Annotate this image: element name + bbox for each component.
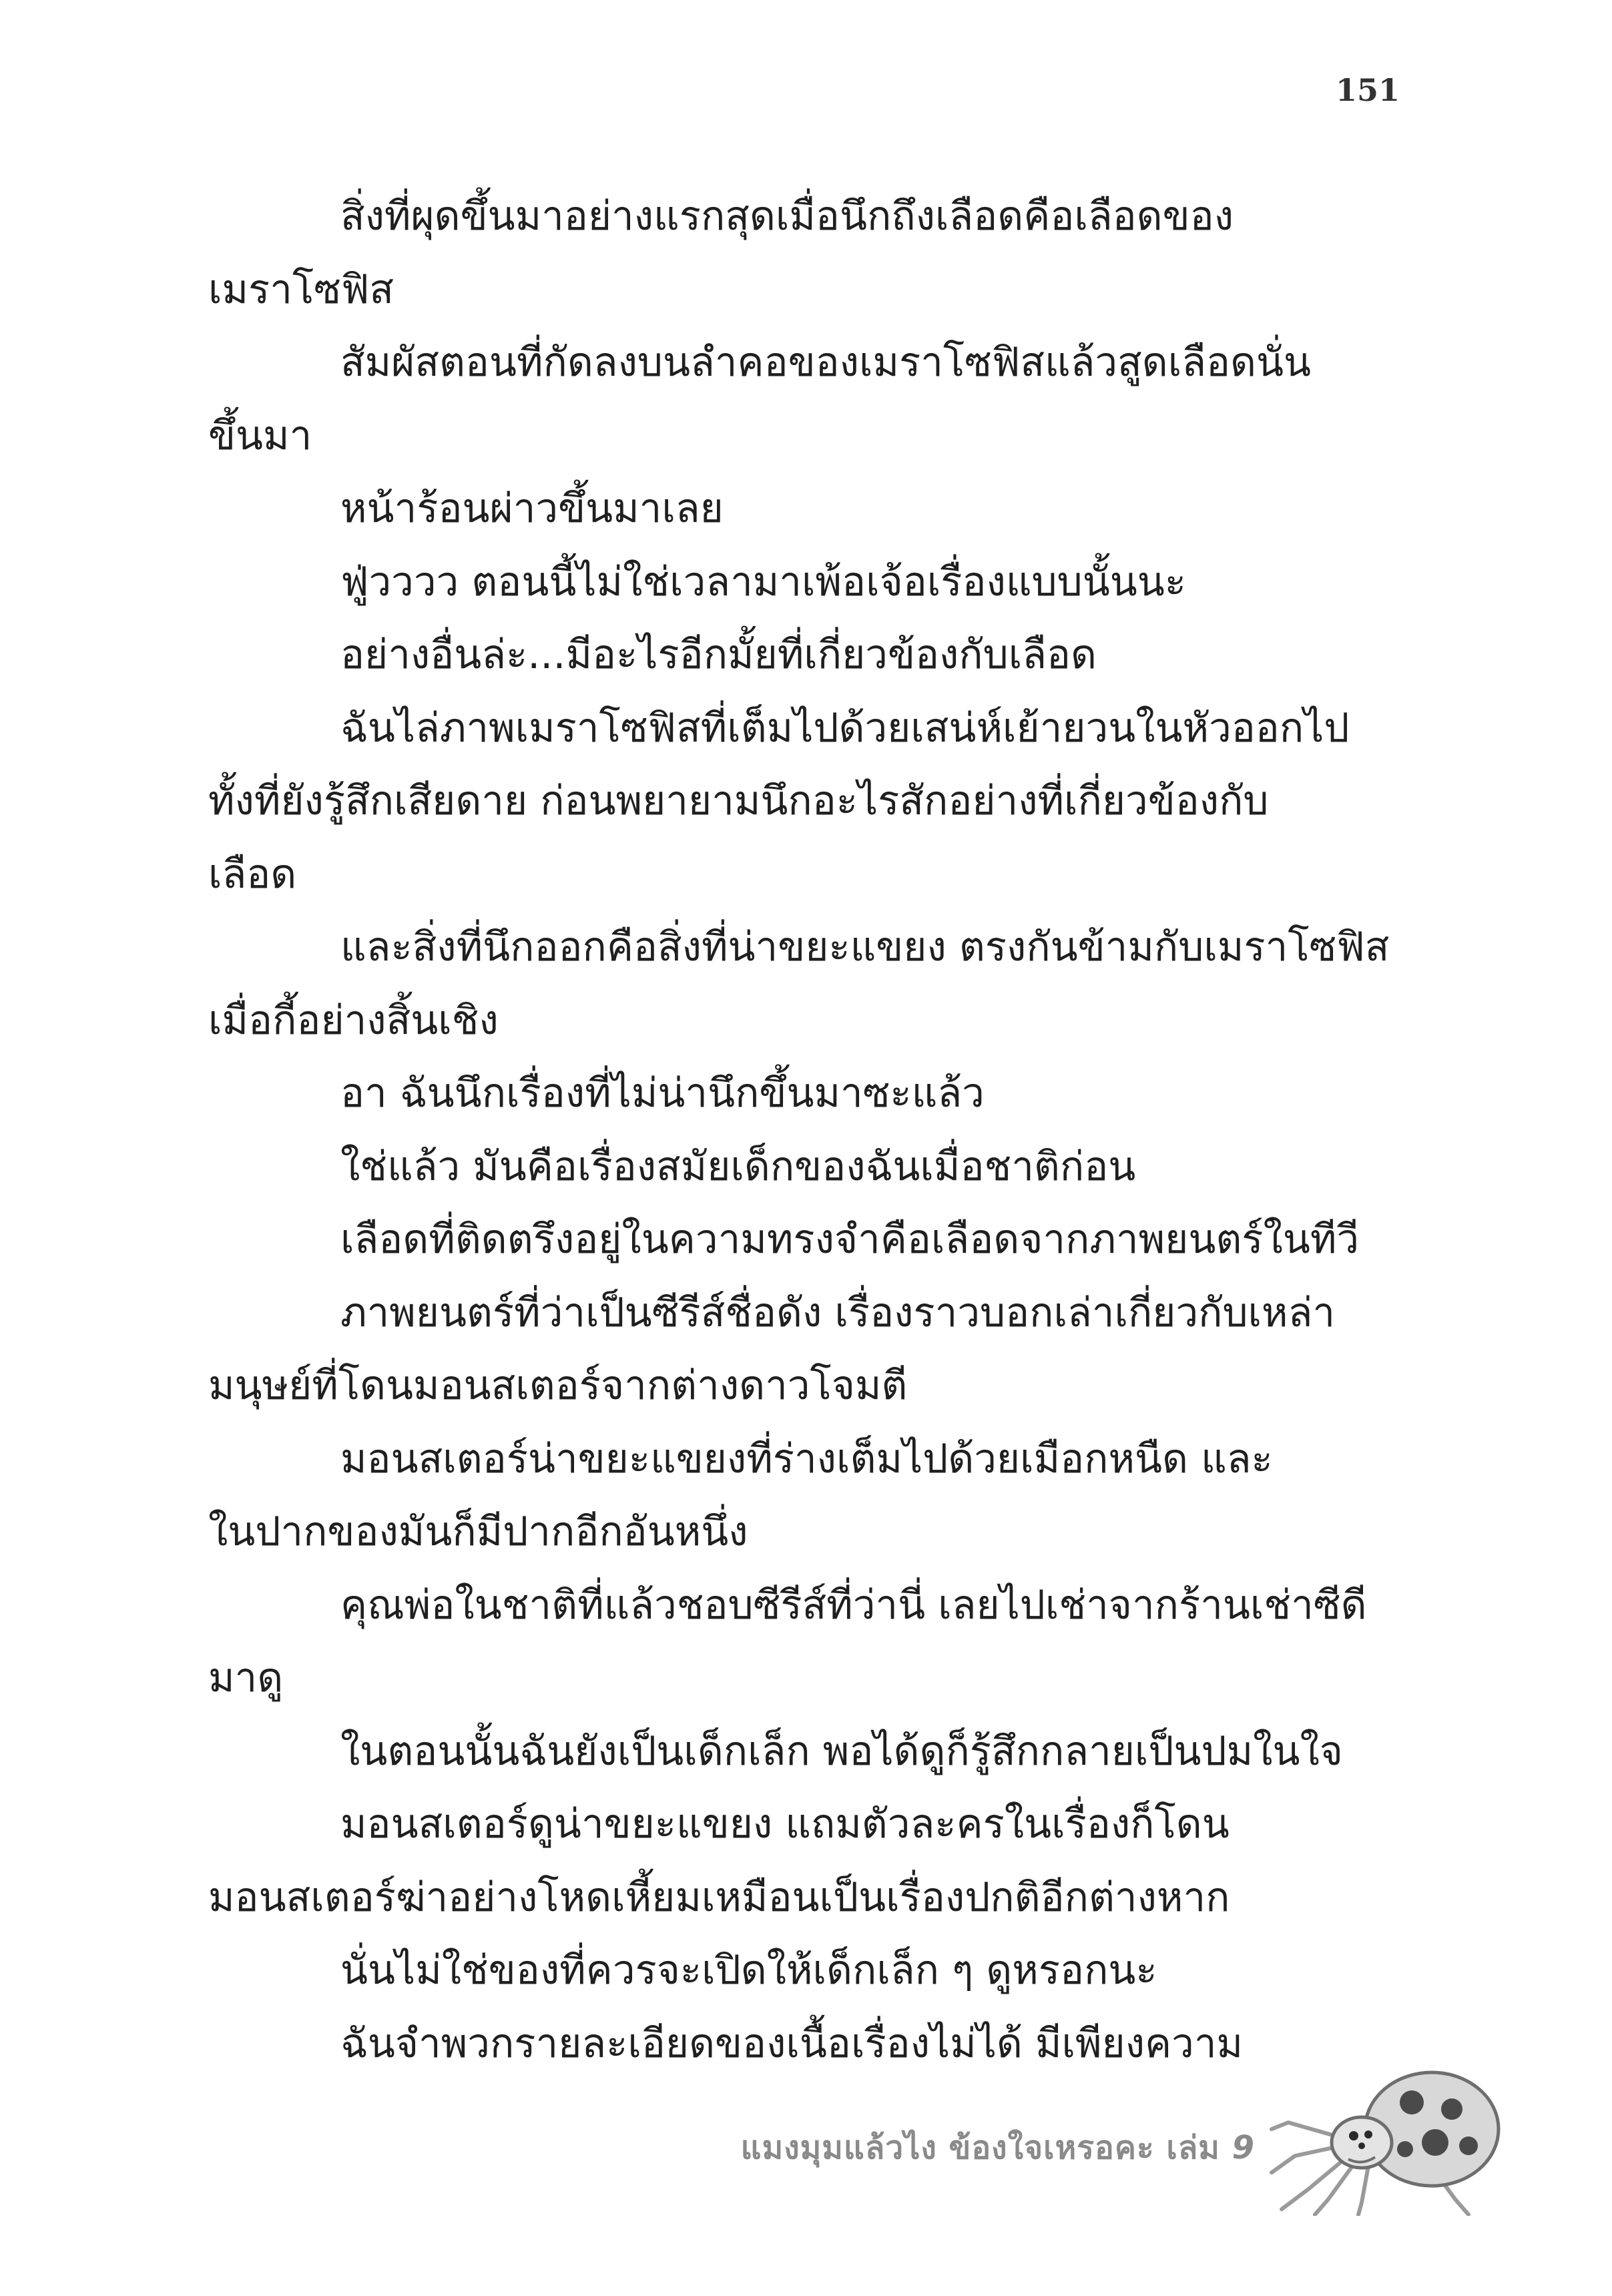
text-line: ทั้งที่ยังรู้สึกเสียดาย ก่อนพยายามนึกอะไรสักอย่างที่เกี่ยวข้องกับ: [208, 778, 1269, 824]
text-line: เลือด: [208, 850, 297, 898]
text-line: และสิ่งที่นึกออกคือสิ่งที่น่าขยะแขยง ตรงกันข้ามกับเมราโซฟิส: [340, 924, 1390, 970]
text-line: ฉันไล่ภาพเมราโซฟิสที่เต็มไปด้วยเสน่ห์เย้ายวนในหัวออกไป: [340, 704, 1350, 752]
text-line: ใช่แล้ว มันคือเรื่องสมัยเด็กของฉันเมื่อชาติก่อน: [340, 1143, 1136, 1190]
text-line: สัมผัสตอนที่กัดลงบนลำคอของเมราโซฟิสแล้วสูดเลือดนั่น: [340, 339, 1312, 386]
text-line: ฉันจำพวกรายละเอียดของเนื้อเรื่องไม่ได้ มีเพียงความ: [340, 2020, 1244, 2067]
text-line: สิ่งที่ผุดขึ้นมาอย่างแรกสุดเมื่อนึกถึงเลือดคือเลือดของ: [340, 193, 1234, 240]
text-line: อย่างอื่นล่ะ...มีอะไรอีกมั้ยที่เกี่ยวข้องกับเลือด: [340, 631, 1097, 678]
spider-mascot-icon: [1268, 2056, 1509, 2216]
volume-number: 9: [1232, 2129, 1255, 2167]
series-title: แมงมุมแล้วไง ข้องใจเหรอคะ เล่ม: [740, 2129, 1220, 2167]
text-line: ฟู่วววว ตอนนี้ไม่ใช่เวลามาเพ้อเจ้อเรื่องแบบนั้นนะ: [340, 558, 1186, 605]
text-line: มอนสเตอร์น่าขยะแขยงที่ร่างเต็มไปด้วยเมือกหนืด และ: [340, 1435, 1273, 1482]
text-line: นั่นไม่ใช่ของที่ควรจะเปิดให้เด็กเล็ก ๆ ดูหรอกนะ: [340, 1947, 1157, 1994]
text-line: หน้าร้อนผ่าวขึ้นมาเลย: [340, 485, 724, 532]
text-line: คุณพ่อในชาติที่แล้วชอบซีรีส์ที่ว่านี่ เลยไปเช่าจากร้านเช่าซีดี: [340, 1581, 1367, 1629]
text-line: เมื่อกี้อย่างสิ้นเชิง: [208, 996, 499, 1044]
text-line: เลือดที่ติดตรึงอยู่ในความทรงจำคือเลือดจากภาพยนตร์ในทีวี: [340, 1216, 1360, 1263]
page-number: 151: [1335, 72, 1400, 108]
text-line: มนุษย์ที่โดนมอนสเตอร์จากต่างดาวโจมตี: [208, 1362, 908, 1409]
text-line: เมราโซฟิส: [208, 266, 394, 313]
running-footer: [681, 2122, 1255, 2173]
text-line: ในตอนนั้นฉันยังเป็นเด็กเล็ก พอได้ดูก็รู้สึกกลายเป็นปมในใจ: [340, 1727, 1343, 1775]
text-line: ในปากของมันก็มีปากอีกอันหนึ่ง: [208, 1508, 748, 1555]
text-line: อา ฉันนึกเรื่องที่ไม่น่านึกขึ้นมาซะแล้ว: [340, 1070, 985, 1117]
text-line: ขึ้นมา: [208, 412, 312, 459]
body-text: [208, 180, 1410, 2080]
text-line: มอนสเตอร์ฆ่าอย่างโหดเหี้ยมเหมือนเป็นเรื่องปกติอีกต่างหาก: [208, 1874, 1230, 1921]
text-line: มาดู: [208, 1655, 284, 1701]
text-line: มอนสเตอร์ดูน่าขยะแขยง แถมตัวละครในเรื่องก็โดน: [340, 1801, 1230, 1847]
text-line: ภาพยนตร์ที่ว่าเป็นซีรีส์ชื่อดัง เรื่องราวบอกเล่าเกี่ยวกับเหล่า: [340, 1289, 1336, 1336]
